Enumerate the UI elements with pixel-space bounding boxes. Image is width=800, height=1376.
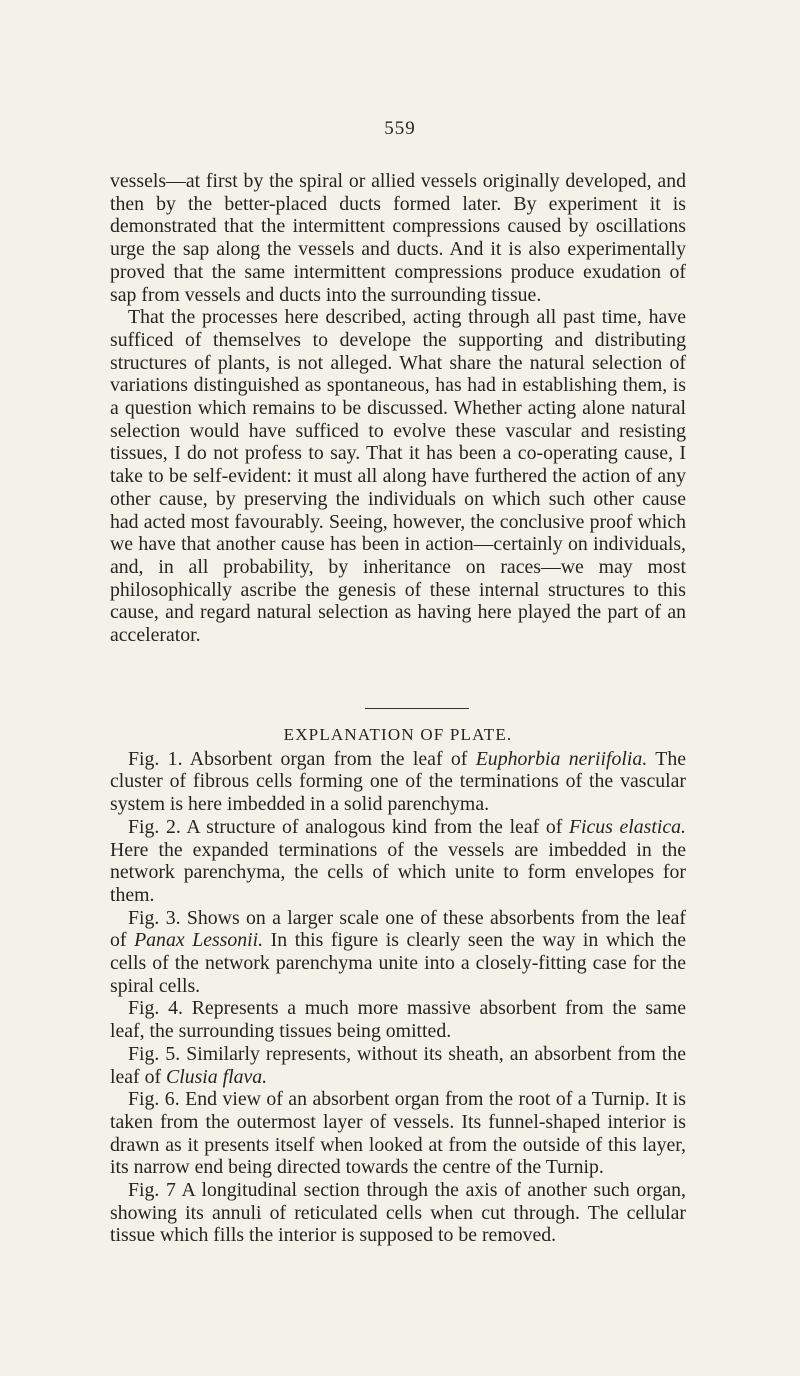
figure-label: Fig. 5. <box>128 1042 181 1065</box>
plate-explanation <box>110 724 686 1247</box>
figure-label: Fig. 2. <box>128 815 181 838</box>
caption-text: A longitudinal section through the axis of another such organ, showing its annuli of reticulated cells when cut through. The cellular tissue which fills the interior is supposed to be removed. <box>110 1179 686 1247</box>
paragraph: That the processes here described, acting through all past time, have sufficed of themselves to develope the supporting and distributing structures of plants, is not alleged. What share the natural selection of variations distinguished as spontaneous, has had in establishing them, is a question which remains to be discussed. Whether acting alone natural selection would have sufficed to evolve these vascular and resisting tissues, I do not profess to say. That it has been a co-operating cause, I take to be self-evident: it must all along have furthered the action of any other cause, by preserving the individuals on which such other cause had acted most favourably. Seeing, however, the conclusive proof which we have that another cause has been in action—certainly on individuals, and, in all probability, by inheritance on races—we may most philosophically ascribe the genesis of these internal structures to this cause, and regard natural selection as having here played the part of an accelerator. <box>110 306 686 647</box>
species-name: Panax Lessonii. <box>134 929 264 952</box>
caption-text: In this figure is clearly seen the way in which the cells of the network parenchyma unite into a closely-fitting case for the spiral cells. <box>110 929 686 997</box>
figure-label: Fig. 4. <box>128 997 183 1020</box>
figure-caption <box>110 997 686 1042</box>
figure-caption <box>110 1088 686 1179</box>
caption-text: Shows on a larger scale one of these absorbents from the leaf of <box>110 906 686 952</box>
caption-text: Similarly represents, without its sheath, an absorbent from the leaf of <box>110 1042 686 1088</box>
figure-label: Fig. 3. <box>128 906 181 929</box>
caption-text: Here the expanded terminations of the vessels are imbedded in the network parenchyma, the cells of which unite to form envelopes for them. <box>110 838 686 906</box>
figure-label: Fig. 7 <box>128 1179 176 1202</box>
figure-caption <box>110 1043 686 1088</box>
species-name: Clusia flava. <box>166 1065 268 1088</box>
figure-caption <box>110 1179 686 1247</box>
body-text <box>110 170 686 647</box>
paragraph: vessels—at first by the spiral or allied vessels originally developed, and then by the better-placed ducts formed later. By experiment it is demonstrated that the intermittent compressions caused by oscillations urge the sap along the vessels and ducts. And it is also experimentally proved that the same intermittent compressions produce exudation of sap from vessels and ducts into the surrounding tissue. <box>110 170 686 306</box>
section-heading: EXPLANATION OF PLATE. <box>283 725 513 744</box>
page-number: 559 <box>384 118 416 139</box>
figure-caption <box>110 907 686 998</box>
caption-text: End view of an absorbent organ from the root of a Turnip. It is taken from the outermost layer of vessels. Its funnel-shaped interior is drawn as it presents itself when looked at from the outside of this layer, its narrow end being directed towards the centre of the Turnip. <box>110 1088 686 1179</box>
figure-label: Fig. 1. <box>128 747 183 770</box>
figure-caption <box>110 816 686 907</box>
caption-text: Absorbent organ from the leaf of <box>182 747 476 770</box>
species-name: Euphorbia neriifolia. <box>475 747 648 770</box>
section-divider <box>365 708 469 709</box>
figure-label: Fig. 6. <box>128 1088 180 1111</box>
species-name: Ficus elastica. <box>568 815 686 838</box>
figure-caption <box>110 748 686 816</box>
caption-text: A structure of analogous kind from the leaf of <box>180 815 569 838</box>
caption-text: Represents a much more massive absorbent from the same leaf, the surrounding tissues being omitted. <box>110 997 686 1043</box>
caption-text: The cluster of fibrous cells forming one of the terminations of the vascular system is here imbedded in a solid parenchyma. <box>110 747 687 816</box>
